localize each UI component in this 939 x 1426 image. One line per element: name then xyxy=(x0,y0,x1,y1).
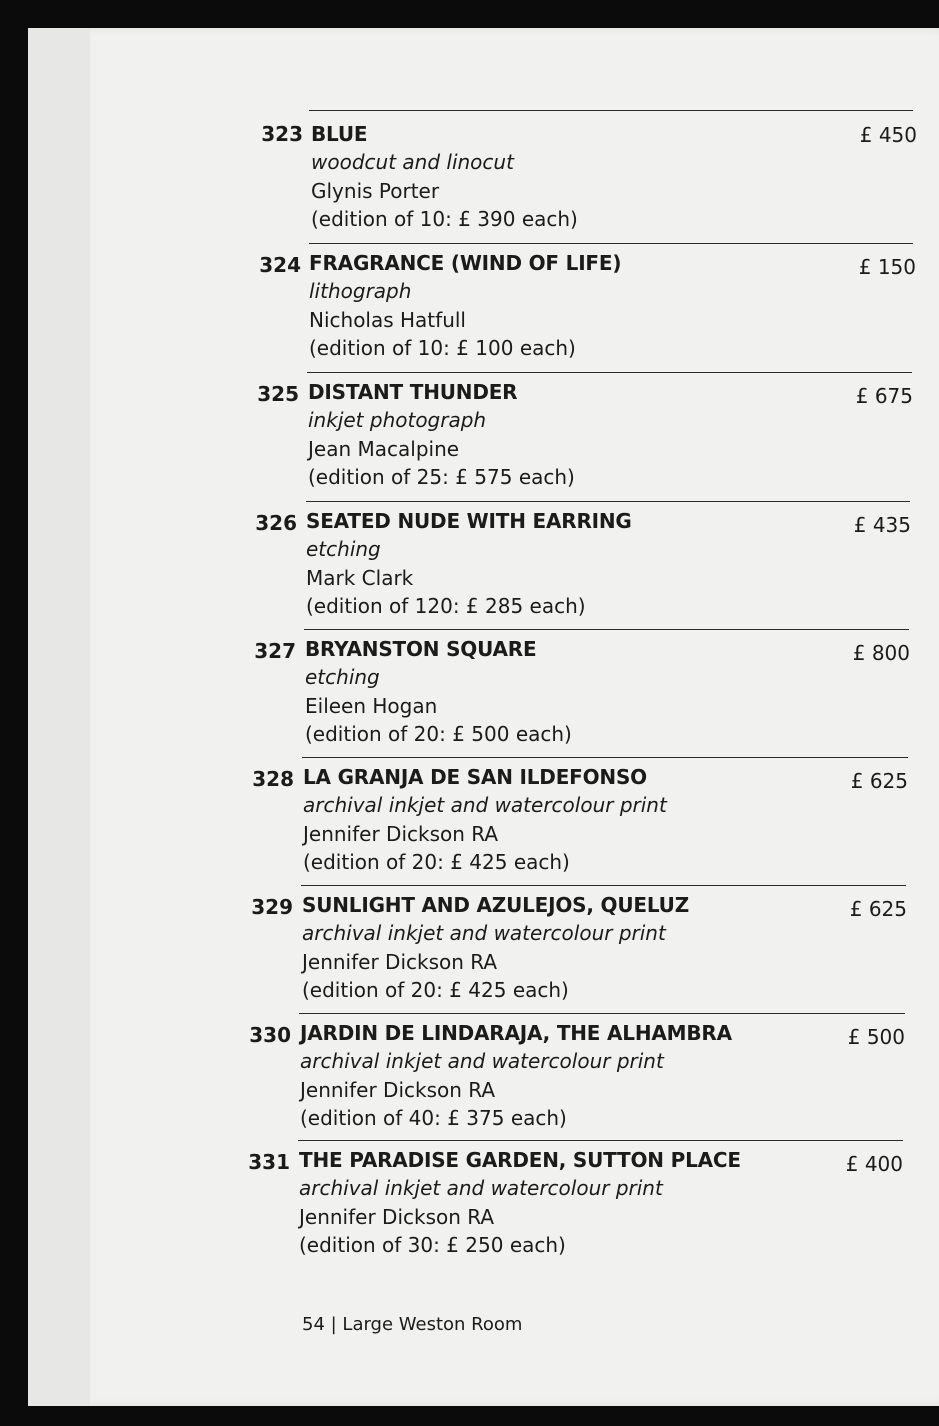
entry-artist: Jennifer Dickson RA xyxy=(303,822,499,846)
entry-medium: archival inkjet and watercolour print xyxy=(303,793,667,817)
page-footer: 54 | Large Weston Room xyxy=(302,1314,523,1335)
entry-divider xyxy=(299,1013,905,1014)
entry-title: JARDIN DE LINDARAJA, THE ALHAMBRA xyxy=(300,1021,732,1045)
entry-number: 326 xyxy=(255,511,297,535)
entry-price: £ 450 xyxy=(859,123,917,147)
entry-title: FRAGRANCE (WIND OF LIFE) xyxy=(309,251,622,275)
entry-edition: (edition of 40: £ 375 each) xyxy=(300,1106,567,1130)
entry-edition: (edition of 20: £ 500 each) xyxy=(305,722,572,746)
entry-title: LA GRANJA DE SAN ILDEFONSO xyxy=(303,765,647,789)
entry-divider xyxy=(304,629,909,630)
entry-title: SEATED NUDE WITH EARRING xyxy=(306,509,632,533)
entry-divider xyxy=(309,243,913,244)
catalogue-page xyxy=(28,28,939,1406)
entry-edition: (edition of 120: £ 285 each) xyxy=(306,594,586,618)
entry-price: £ 625 xyxy=(850,769,908,793)
entry-price: £ 675 xyxy=(855,384,913,408)
entry-edition: (edition of 10: £ 100 each) xyxy=(309,336,576,360)
entry-edition: (edition of 10: £ 390 each) xyxy=(311,207,578,231)
entry-divider xyxy=(302,757,908,758)
entry-number: 328 xyxy=(252,767,294,791)
entry-divider xyxy=(307,372,912,373)
entry-title: THE PARADISE GARDEN, SUTTON PLACE xyxy=(299,1148,741,1172)
entry-number: 325 xyxy=(257,382,299,406)
entry-number: 329 xyxy=(251,895,293,919)
entry-medium: lithograph xyxy=(309,279,412,303)
entry-number: 327 xyxy=(254,639,296,663)
entry-divider xyxy=(306,501,910,502)
entry-number: 331 xyxy=(248,1150,290,1174)
entry-number: 324 xyxy=(259,253,301,277)
entry-medium: archival inkjet and watercolour print xyxy=(299,1176,663,1200)
entry-artist: Eileen Hogan xyxy=(305,694,438,718)
entry-edition: (edition of 25: £ 575 each) xyxy=(308,465,575,489)
entry-medium: inkjet photograph xyxy=(308,408,487,432)
entry-price: £ 150 xyxy=(858,255,916,279)
entry-artist: Jean Macalpine xyxy=(308,437,460,461)
entry-artist: Nicholas Hatfull xyxy=(309,308,466,332)
entry-price: £ 400 xyxy=(845,1152,903,1176)
entry-divider xyxy=(309,110,913,111)
entry-divider xyxy=(298,1140,903,1141)
entry-edition: (edition of 30: £ 250 each) xyxy=(299,1233,566,1257)
entry-price: £ 625 xyxy=(849,897,907,921)
entry-artist: Jennifer Dickson RA xyxy=(300,1078,496,1102)
entry-price: £ 435 xyxy=(853,513,911,537)
entry-artist: Jennifer Dickson RA xyxy=(299,1205,495,1229)
entry-divider xyxy=(301,885,906,886)
entry-medium: archival inkjet and watercolour print xyxy=(300,1049,664,1073)
entry-edition: (edition of 20: £ 425 each) xyxy=(302,978,569,1002)
entry-title: SUNLIGHT AND AZULEJOS, QUELUZ xyxy=(302,893,690,917)
entry-number: 330 xyxy=(249,1023,291,1047)
entry-medium: woodcut and linocut xyxy=(311,150,514,174)
entry-number: 323 xyxy=(261,122,303,146)
page-edge xyxy=(28,28,90,1406)
entry-edition: (edition of 20: £ 425 each) xyxy=(303,850,570,874)
entry-medium: etching xyxy=(305,665,380,689)
entry-artist: Jennifer Dickson RA xyxy=(302,950,498,974)
entry-price: £ 800 xyxy=(852,641,910,665)
entry-artist: Glynis Porter xyxy=(311,179,440,203)
entry-medium: archival inkjet and watercolour print xyxy=(302,921,666,945)
entry-title: BRYANSTON SQUARE xyxy=(305,637,537,661)
entry-medium: etching xyxy=(306,537,381,561)
entry-artist: Mark Clark xyxy=(306,566,414,590)
entry-title: BLUE xyxy=(311,122,368,146)
entry-price: £ 500 xyxy=(847,1025,905,1049)
entry-title: DISTANT THUNDER xyxy=(308,380,518,404)
